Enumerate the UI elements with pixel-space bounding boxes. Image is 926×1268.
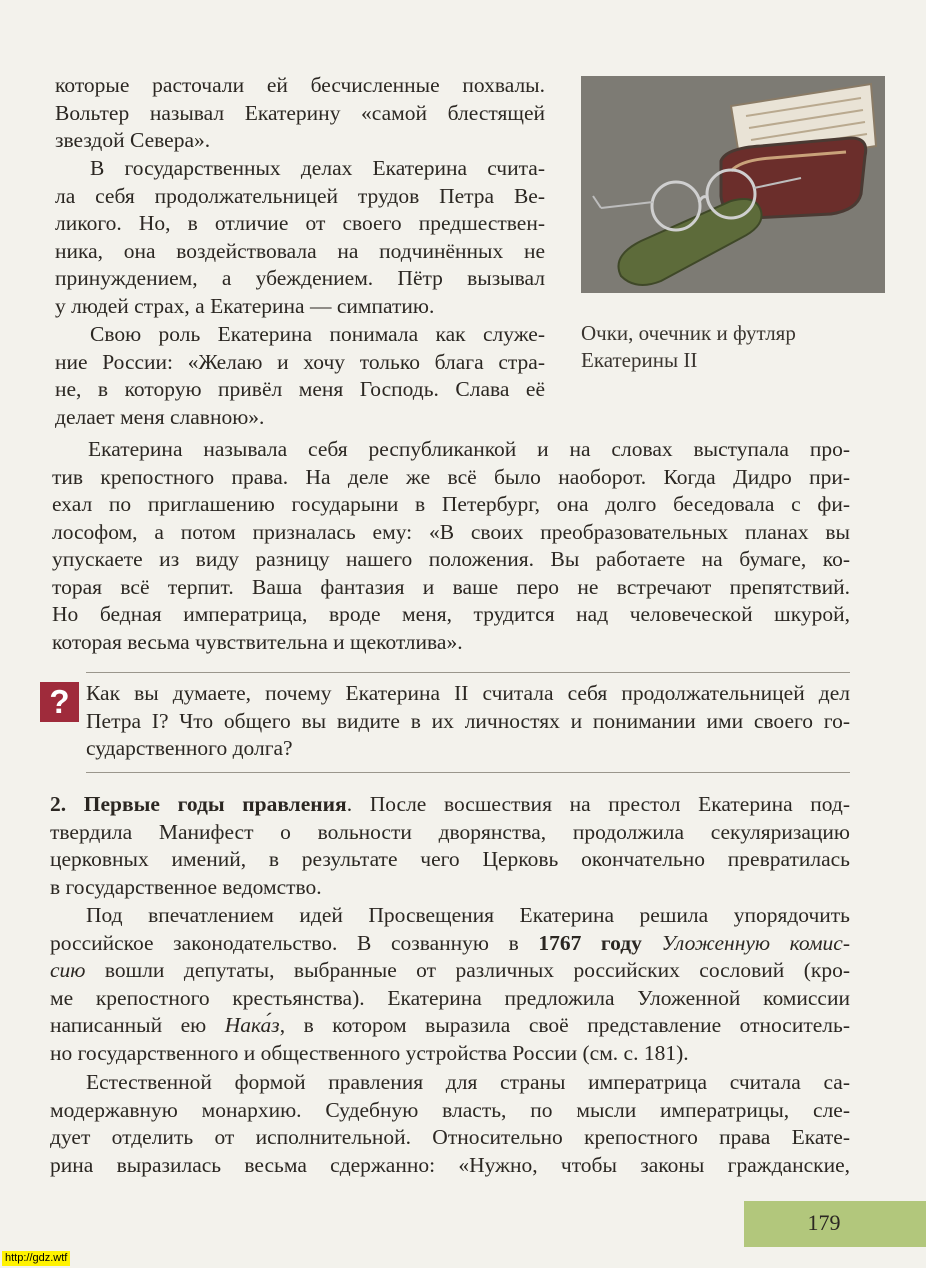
spectacles-photo (581, 76, 885, 293)
text-line: Естественной формой правления для страны императрица считала са- (86, 1070, 850, 1094)
caption-line: Очки, очечник и футляр (581, 321, 796, 345)
text-line: сударственного долга? (86, 736, 293, 760)
paragraph-monarchy (50, 1069, 850, 1179)
question-icon: ? (40, 682, 79, 722)
year-highlight: 1767 году (538, 930, 642, 955)
text-line: В государственных делах Екатерина счита- (90, 156, 545, 180)
text-line: российское законодательство. В созванную в 1767 году Уложенную комис- (50, 930, 851, 955)
text-line: в государственное ведомство. (50, 874, 322, 899)
text-line: которые расточали ей бесчисленные похвалы. (55, 73, 545, 97)
spectacles-illustration (581, 76, 885, 293)
text-line: Свою роль Екатерина понимала как служе- (90, 322, 545, 346)
text-line: которая весьма чувствительна и щекотлива». (52, 629, 463, 654)
text-line: сию вошли депутаты, выбранные от различных российских сословий (кро- (50, 958, 850, 982)
text-line: ликого. Но, в отличие от своего предшествен- (55, 211, 545, 235)
text-line: звездой Севера». (55, 128, 211, 152)
paragraph-intro (55, 72, 545, 155)
text-line: Петра I? Что общего вы видите в их личностях и понимании ими своего го- (86, 708, 850, 733)
divider-bottom (86, 772, 850, 773)
section-heading: 2. Первые годы правления (50, 792, 347, 816)
text-line: ме крепостного крестьянства). Екатерина предложила Уложенной комиссии (50, 985, 850, 1010)
text-line: рина выразилась весьма сдержанно: «Нужно, чтобы законы гражданские, (50, 1152, 850, 1177)
section-2-paragraph (50, 791, 850, 901)
divider-top (86, 672, 850, 673)
paragraph-enlightenment (50, 902, 850, 1067)
text-line: делает меня славною». (55, 404, 265, 429)
page-number-band (744, 1201, 926, 1247)
text-line: принуждением, а убеждением. Пётр вызывал (55, 266, 545, 290)
figure-caption (581, 320, 881, 374)
text-line: ла себя продолжательницей трудов Петра Ве- (55, 183, 545, 208)
text-line: 2. Первые годы правления. После восшествия на престол Екатерина под- (50, 792, 851, 816)
text-line: Под впечатлением идей Просвещения Екатерина решила упорядочить (86, 903, 850, 927)
paragraph-role (55, 321, 545, 431)
text-line: Екатерина называла себя республиканкой и на словах выступала про- (88, 437, 850, 461)
text-line: Вольтер называл Екатерину «самой блестящей (55, 100, 545, 125)
paragraph-republican (52, 436, 850, 656)
text-line: Но бедная императрица, вроде меня, трудится над человеческой шкурой, (52, 602, 850, 626)
text-line: лософом, а потом призналась ему: «В своих преобразовательных планах вы (52, 519, 850, 544)
text-line: написанный ею Нака́з, в котором выразила своё представление относитель- (50, 1013, 850, 1037)
text-line: не, в которую привёл меня Господь. Слава её (55, 377, 545, 401)
question-text (86, 680, 850, 763)
watermark-link[interactable]: http://gdz.wtf (2, 1251, 70, 1266)
text-line: упускаете из виду разницу нашего положения. Вы работаете на бумаге, ко- (52, 547, 850, 571)
text-line: ехал по приглашению государыни в Петербург, она долго беседовала с фи- (52, 492, 850, 516)
caption-line: Екатерины II (581, 348, 698, 372)
nakaz-term: Нака́з (224, 1013, 280, 1037)
text-line: торая всё терпит. Ваша фантазия и ваше перо не встречают препятствий. (52, 574, 850, 599)
text-line: но государственного и общественного устройства России (см. с. 181). (50, 1040, 689, 1065)
paragraph-state-affairs (55, 155, 545, 320)
text-line: дует отделить от исполнительной. Относительно крепостного права Екате- (50, 1125, 850, 1149)
text-line: тив крепостного права. На деле же всё было наоборот. Когда Дидро при- (52, 464, 850, 489)
text-line: твердила Манифест о вольности дворянства, продолжила секуляризацию (50, 819, 850, 844)
text-line: Как вы думаете, почему Екатерина II считала себя продолжательницей дел (86, 681, 850, 705)
text-line: модержавную монархию. Судебную власть, по мысли императрицы, сле- (50, 1097, 850, 1122)
page-number: 179 (807, 1210, 841, 1235)
text-line: ника, она воздействовала на подчинённых не (55, 238, 545, 263)
text-line: у людей страх, а Екатерина — симпатию. (55, 293, 435, 318)
text-line: ние России: «Желаю и хочу только блага стра- (55, 349, 545, 374)
text-line: церковных имений, в результате чего Церковь окончательно превратилась (50, 847, 850, 871)
